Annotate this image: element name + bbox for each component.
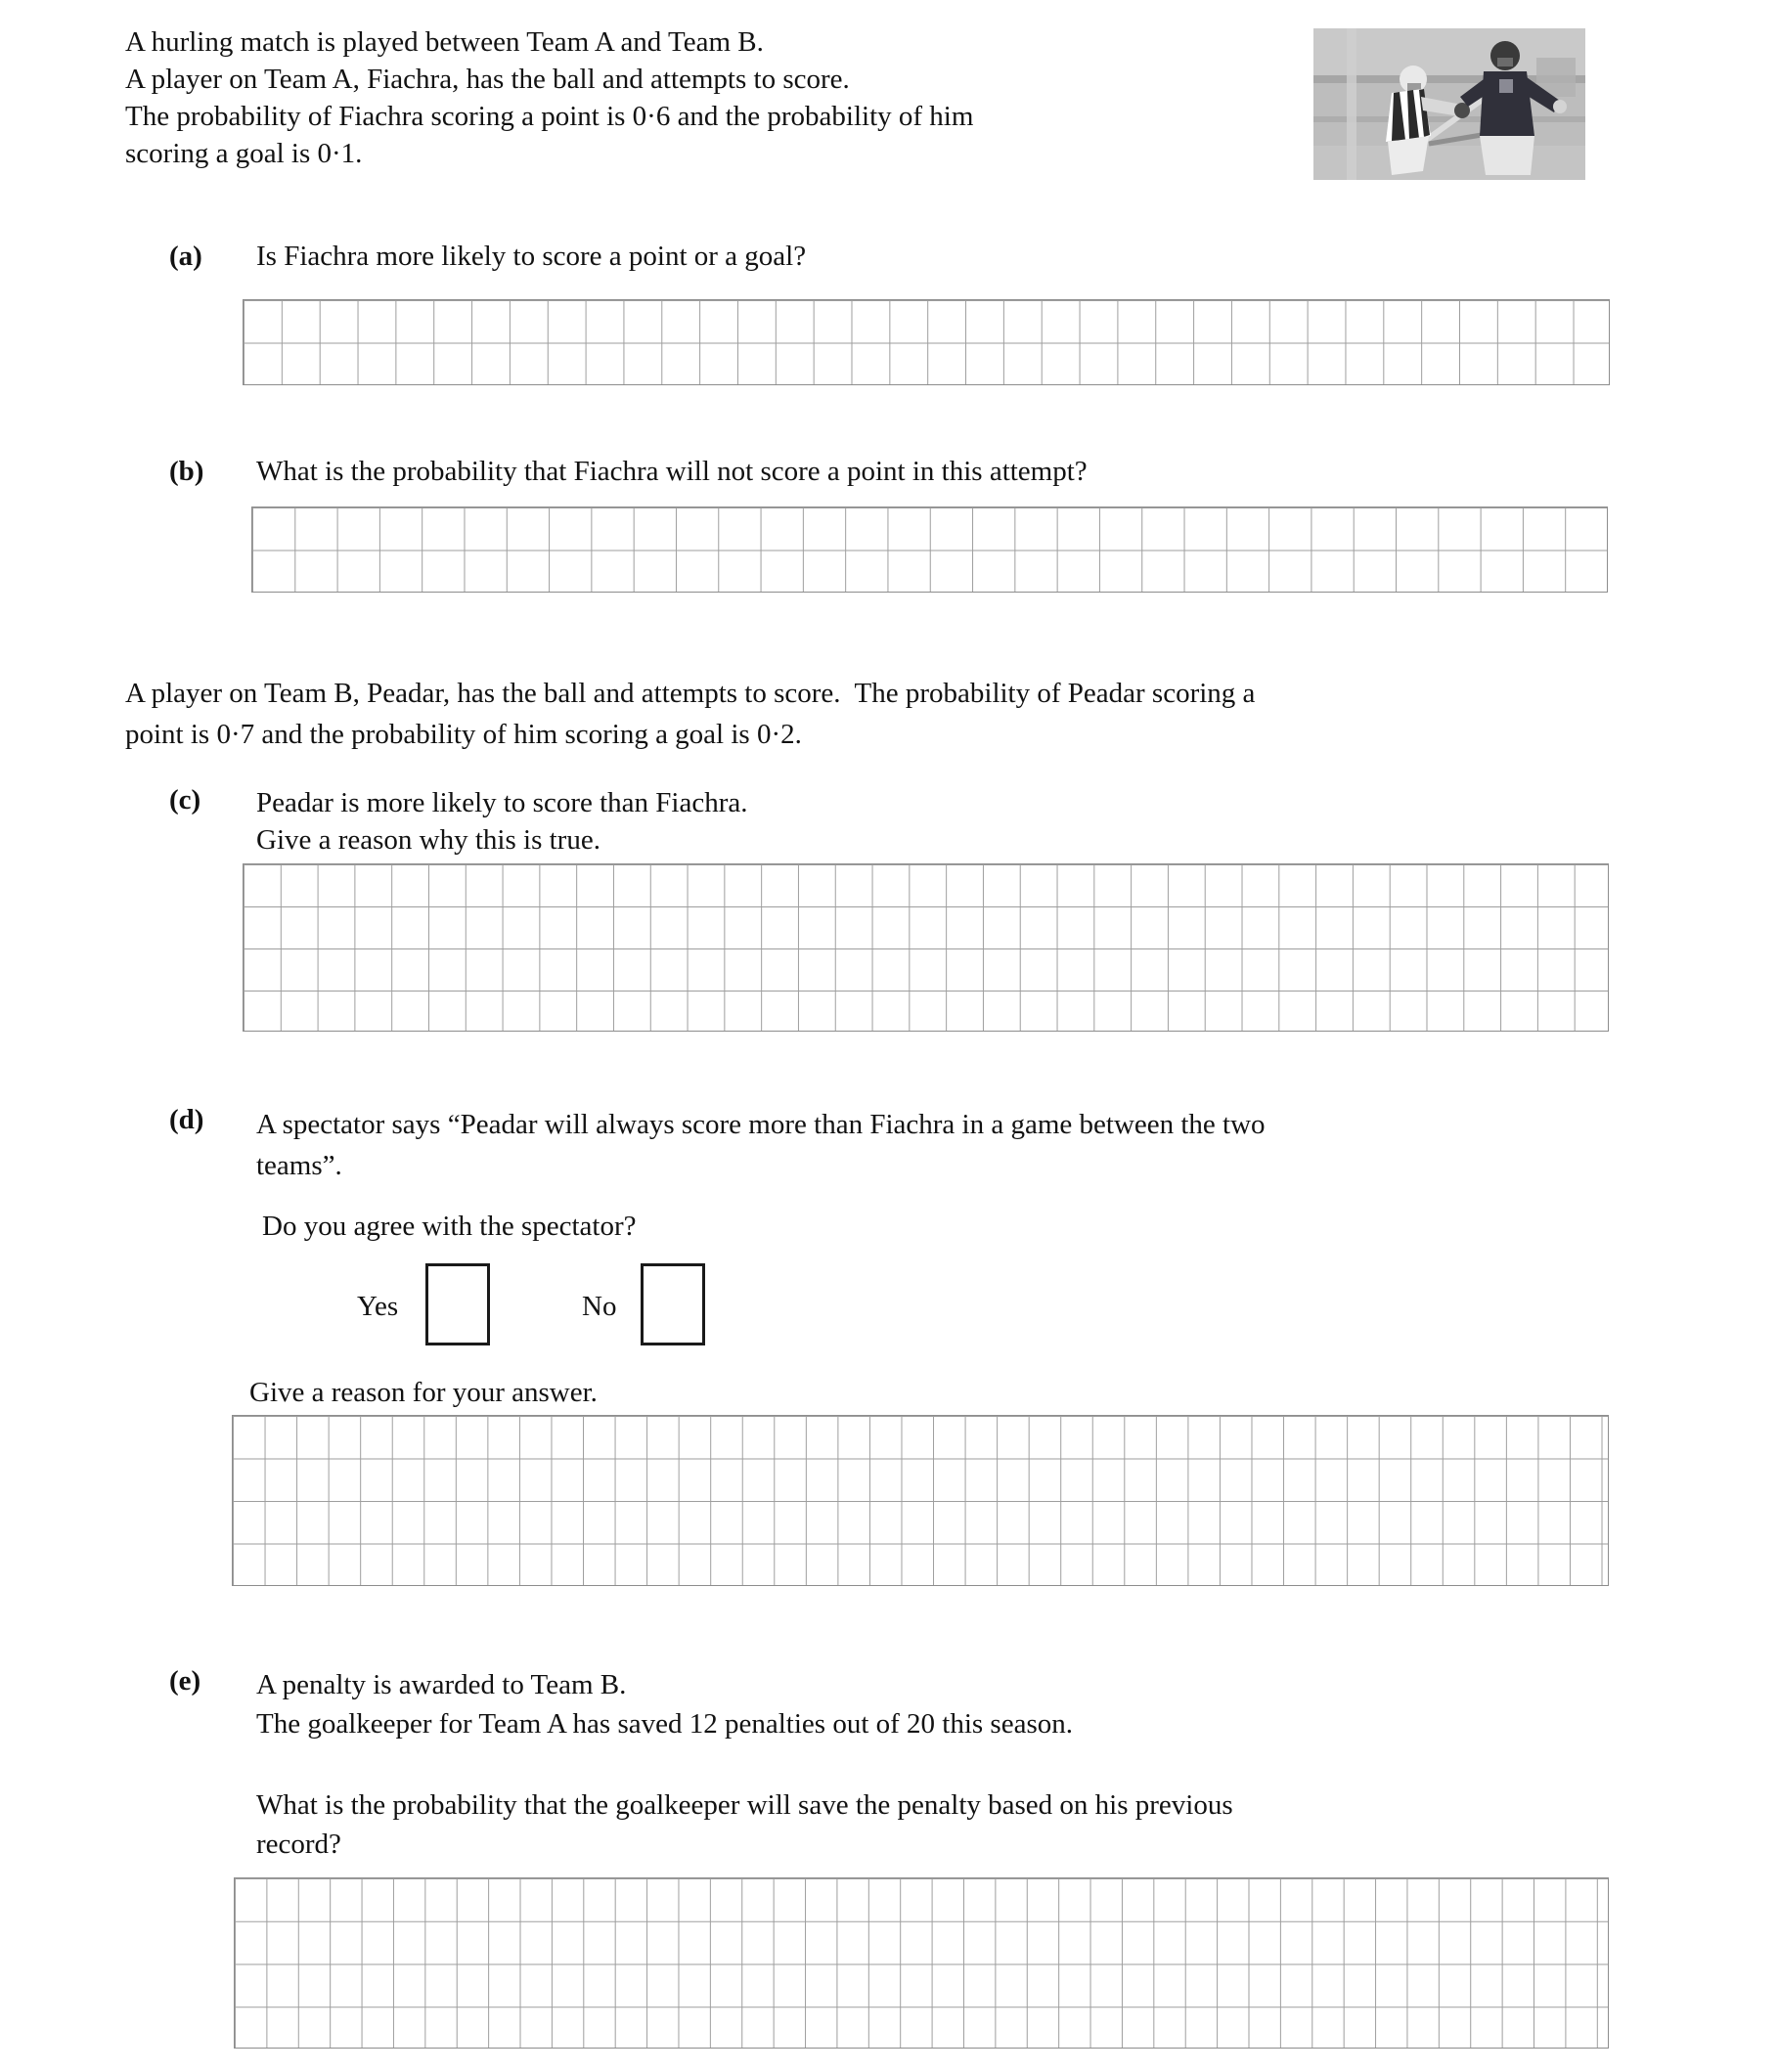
intro-line: A player on Team A, Fiachra, has the ball and attempts to score. xyxy=(125,64,850,95)
faceguard-icon xyxy=(1497,58,1513,66)
intro-line: A hurling match is played between Team A and Team B. xyxy=(125,26,764,58)
part-e-line1: A penalty is awarded to Team B. xyxy=(256,1669,627,1700)
part-d-line2: teams”. xyxy=(256,1150,342,1181)
part-c-line2: Give a reason why this is true. xyxy=(256,824,600,856)
part-e-line4: record? xyxy=(256,1829,341,1860)
part-e-statement xyxy=(256,1665,1073,1743)
yes-label: Yes xyxy=(357,1291,399,1322)
answer-grid-d[interactable] xyxy=(232,1415,1609,1586)
white-shorts xyxy=(1388,136,1429,175)
part-a-label: (a) xyxy=(169,241,202,272)
part-d-label: (d) xyxy=(169,1104,204,1135)
yes-checkbox[interactable] xyxy=(425,1263,490,1345)
answer-grid-a[interactable] xyxy=(243,299,1610,385)
answer-grid-e[interactable] xyxy=(234,1877,1609,2049)
intro-line: The probability of Fiachra scoring a point is 0·6 and the probability of him xyxy=(125,101,974,132)
part-e-line3: What is the probability that the goalkeeper will save the penalty based on his previous xyxy=(256,1789,1233,1821)
no-checkbox[interactable] xyxy=(641,1263,705,1345)
agree-question: Do you agree with the spectator? xyxy=(262,1211,637,1242)
no-label: No xyxy=(582,1291,617,1322)
intro-line: scoring a goal is 0·1. xyxy=(125,138,363,169)
part-d-statement xyxy=(256,1104,1266,1186)
answer-grid-b[interactable] xyxy=(251,507,1608,593)
paragraph-line: point is 0·7 and the probability of him scoring a goal is 0·2. xyxy=(125,719,802,750)
goalpost-blur xyxy=(1347,28,1356,180)
reason-prompt: Give a reason for your answer. xyxy=(249,1377,598,1408)
paragraph-line: A player on Team B, Peadar, has the ball and attempts to score. The probability of Peadar scoring a xyxy=(125,678,1256,709)
part-a-question: Is Fiachra more likely to score a point or a goal? xyxy=(256,241,807,272)
part-b-question: What is the probability that Fiachra will not score a point in this attempt? xyxy=(256,456,1088,487)
hurling-photo-graphic xyxy=(1313,28,1585,180)
intro-paragraph xyxy=(125,23,973,172)
part-c-question xyxy=(256,784,748,859)
part-c-line1: Peadar is more likely to score than Fiachra. xyxy=(256,787,748,818)
part-b-label: (b) xyxy=(169,456,204,487)
hand-icon xyxy=(1553,100,1567,113)
part-e-question xyxy=(256,1785,1233,1864)
part-e-label: (e) xyxy=(169,1665,201,1697)
part-e-line2: The goalkeeper for Team A has saved 12 penalties out of 20 this season. xyxy=(256,1708,1073,1740)
part-c-label: (c) xyxy=(169,784,201,816)
peadar-paragraph xyxy=(125,673,1255,755)
white-shorts xyxy=(1480,136,1534,175)
part-d-line1: A spectator says “Peadar will always score more than Fiachra in a game between the two xyxy=(256,1109,1266,1140)
answer-grid-c[interactable] xyxy=(243,863,1609,1032)
hurling-players-photo xyxy=(1313,28,1585,180)
jersey-number-patch xyxy=(1499,79,1513,93)
